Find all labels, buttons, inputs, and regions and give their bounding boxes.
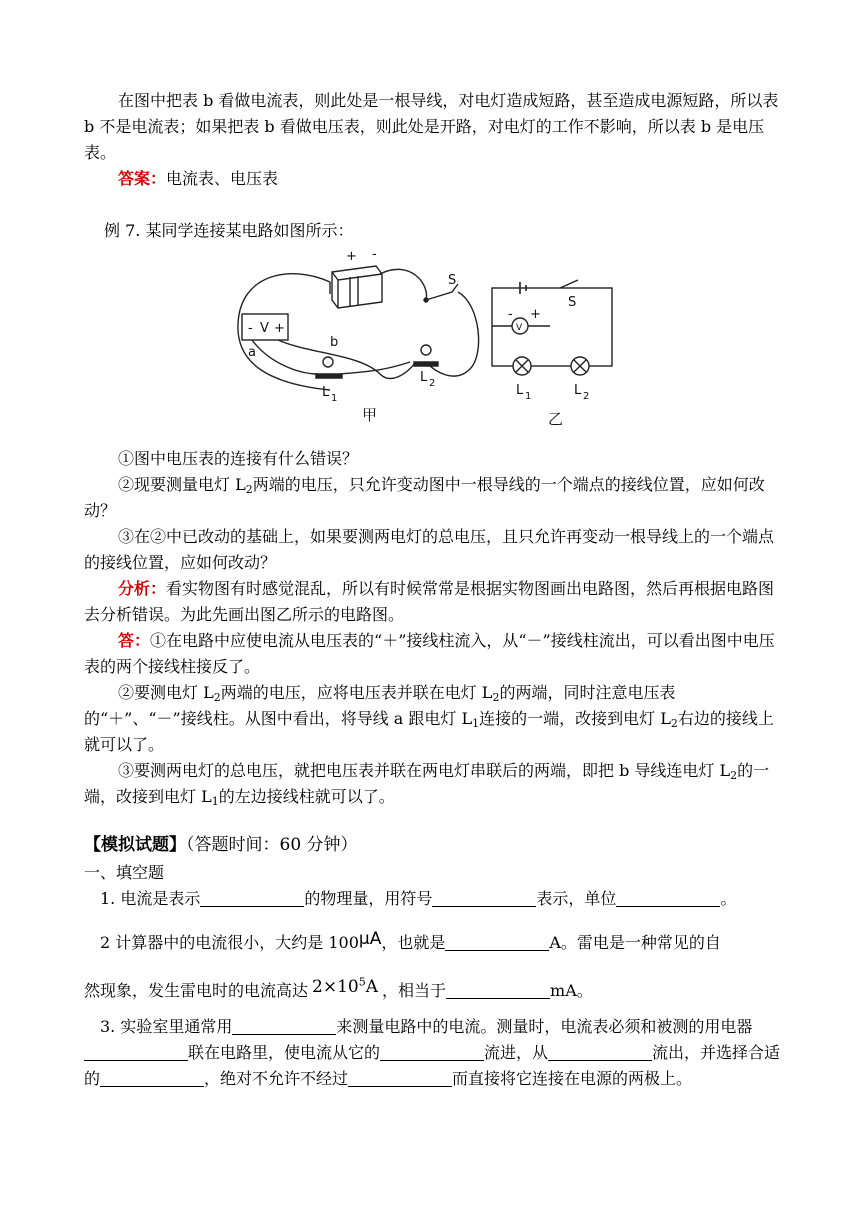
mq3-blank-6[interactable] bbox=[348, 1068, 452, 1087]
mq2-value bbox=[312, 977, 378, 997]
mock-question-2 bbox=[100, 926, 782, 956]
mq3-e: 流出，并选择合适的 bbox=[84, 1043, 781, 1088]
schematic-loop bbox=[492, 288, 612, 366]
mq2-a: 2 计算器中的电流很小，大约是 100 bbox=[100, 933, 359, 952]
answer-text: 电流表、电压表 bbox=[166, 169, 279, 188]
mq1-blank-2[interactable] bbox=[432, 888, 536, 907]
q2-part-b: 两端的电压，只允许变动图中一根导线的一个端点的接线位置，应如何改动？ bbox=[84, 475, 765, 520]
label-b: b bbox=[330, 335, 339, 350]
q2-part-a: ②现要测量电灯 L bbox=[118, 475, 246, 494]
a3-sub-1: 2 bbox=[730, 769, 738, 782]
a2-sub-2: 2 bbox=[492, 691, 500, 704]
label-minus: - bbox=[372, 247, 377, 262]
mock-heading bbox=[84, 832, 782, 858]
label-vm-plus: + bbox=[274, 321, 285, 336]
label-yi: 乙 bbox=[548, 410, 564, 428]
label-s-l2-sub: 2 bbox=[583, 391, 590, 402]
mq2-unit: μA bbox=[358, 929, 382, 949]
question-1 bbox=[84, 446, 782, 472]
mq3-blank-4[interactable] bbox=[548, 1042, 652, 1061]
a2-e: 右边的接线上就可以了。 bbox=[84, 709, 774, 754]
example-title-text: 例 7. 某同学连接某电路如图所示： bbox=[104, 221, 354, 240]
answer-1-paragraph bbox=[84, 628, 782, 680]
question-1-text: ①图中电压表的连接有什么错误？ bbox=[118, 449, 359, 468]
mock-question-3 bbox=[84, 1014, 782, 1092]
answer-2-paragraph bbox=[84, 680, 782, 758]
analysis-label: 分析： bbox=[118, 579, 167, 598]
label-plus: + bbox=[346, 249, 357, 264]
answer-label: 答案： bbox=[118, 169, 167, 188]
mq1-b: 的物理量，用符号 bbox=[304, 889, 433, 908]
label-jia: 甲 bbox=[362, 406, 378, 424]
section-1-text: 一、填空题 bbox=[84, 863, 165, 882]
section-1-heading bbox=[84, 860, 782, 886]
label-l2: L bbox=[420, 370, 428, 385]
analysis-paragraph bbox=[84, 576, 782, 628]
mq3-blank-5[interactable] bbox=[100, 1068, 204, 1087]
mq1-c: 表示，单位 bbox=[536, 889, 617, 908]
mq3-blank-1[interactable] bbox=[232, 1016, 336, 1035]
mq2-d: 然现象，发生雷电时的电流高达 bbox=[84, 981, 309, 1000]
a3-c: 的左边接线柱就可以了。 bbox=[218, 787, 395, 806]
answer-line bbox=[84, 166, 782, 192]
mq2-exp: 5 bbox=[358, 975, 366, 989]
answer-3-paragraph bbox=[84, 758, 782, 810]
mq1-d: 。 bbox=[720, 889, 737, 908]
explanation-text: 在图中把表 b 看做电流表，则此处是一根导线，对电灯造成短路，甚至造成电源短路，所以表 b 不是电流表；如果把表 b 看做电压表，则此处是开路，对电灯的工作不影响，所以表 b 是电压表。 bbox=[84, 91, 779, 162]
mq1-blank-3[interactable] bbox=[616, 888, 720, 907]
mq2-c: A。雷电是一种常见的自 bbox=[549, 933, 721, 952]
bulb-l2 bbox=[421, 345, 431, 355]
label-s2: S bbox=[568, 295, 577, 310]
explanation-paragraph bbox=[84, 88, 782, 166]
a2-sub-4: 2 bbox=[670, 717, 678, 730]
mq3-d: 流进，从 bbox=[484, 1043, 549, 1062]
mq3-blank-3[interactable] bbox=[380, 1042, 484, 1061]
a2-d: 连接的一端，改接到电灯 L bbox=[479, 709, 671, 728]
bulb-l1 bbox=[323, 357, 333, 367]
mq2-blank-1[interactable] bbox=[445, 932, 549, 951]
a2-b: 两端的电压，应将电压表并联在电灯 L bbox=[220, 683, 493, 702]
mq2-blank-2[interactable] bbox=[446, 980, 550, 999]
mock-question-1 bbox=[100, 886, 782, 912]
mq3-a: 3. 实验室里通常用 bbox=[100, 1017, 233, 1036]
mq1-a: 1. 电流是表示 bbox=[100, 889, 201, 908]
a2-sub-1: 2 bbox=[213, 691, 221, 704]
a3-b: 的一端，改接到电灯 L bbox=[84, 761, 770, 806]
mq2-f: mA。 bbox=[550, 981, 593, 1000]
figure-yi-drawing bbox=[492, 280, 612, 375]
label-vm-v: V bbox=[260, 321, 269, 336]
mq3-blank-2[interactable] bbox=[84, 1042, 188, 1061]
question-3 bbox=[84, 524, 782, 576]
mock-heading-time: （答题时间：60 分钟） bbox=[186, 835, 358, 855]
a3-sub-2: 1 bbox=[211, 795, 219, 808]
label-s-l2: L bbox=[574, 383, 582, 398]
label-s-plus: + bbox=[530, 307, 541, 322]
wire-a bbox=[252, 340, 318, 374]
question-2 bbox=[84, 472, 782, 524]
circuit-figure bbox=[230, 244, 630, 434]
label-s-l1-sub: 1 bbox=[525, 391, 532, 402]
mock-heading-title: 【模拟试题】 bbox=[84, 835, 186, 855]
label-vm-minus: - bbox=[248, 321, 253, 336]
mq2-val: 2×10 bbox=[312, 977, 359, 997]
schematic-switch bbox=[560, 280, 578, 288]
mq3-f: ，绝对不允许不经过 bbox=[204, 1069, 349, 1088]
wire-battery-switch bbox=[380, 269, 427, 300]
label-a: a bbox=[248, 345, 256, 360]
a2-a: ②要测电灯 L bbox=[118, 683, 214, 702]
a2-c: 的两端，同时注意电压表的“＋”、“－”接线柱。从图中看出，将导线 a 跟电灯 L bbox=[84, 683, 676, 728]
answer-1-text: ①在电路中应使电流从电压表的“＋”接线柱流入，从“－”接线柱流出，可以看出图中电压表的两个接线柱接反了。 bbox=[84, 631, 775, 676]
mq2-e: ，相当于 bbox=[382, 981, 447, 1000]
label-l1: L bbox=[322, 385, 330, 400]
a3-a: ③要测两电灯的总电压，就把电压表并联在两电灯串联后的两端，即把 b 导线连电灯 L bbox=[118, 761, 731, 780]
mq3-b: 来测量电路中的电流。测量时，电流表必须和被测的用电器 bbox=[336, 1017, 753, 1036]
label-s-l1: L bbox=[516, 383, 524, 398]
mq2-b: ，也就是 bbox=[381, 933, 446, 952]
battery-box bbox=[332, 266, 382, 308]
mq3-c: 联在电路里，使电流从它的 bbox=[188, 1043, 381, 1062]
label-s-minus: - bbox=[508, 307, 513, 322]
a2-sub-3: 1 bbox=[472, 717, 480, 730]
label-switch: S bbox=[448, 273, 457, 288]
label-l1-sub: 1 bbox=[331, 393, 338, 404]
mock-question-2-cont bbox=[84, 974, 782, 1004]
analysis-text: 看实物图有时感觉混乱，所以有时候常常是根据实物图画出电路图，然后再根据电路图去分析错误。为此先画出图乙所示的电路图。 bbox=[84, 579, 775, 624]
answer-label-2: 答： bbox=[118, 631, 151, 650]
label-s-v: V bbox=[516, 323, 523, 333]
mq2-valunit: A bbox=[365, 977, 378, 997]
label-l2-sub: 2 bbox=[429, 378, 436, 389]
mq1-blank-1[interactable] bbox=[200, 888, 304, 907]
example-title bbox=[104, 218, 802, 244]
question-3-text: ③在②中已改动的基础上，如果要测两电灯的总电压，且只允许再变动一根导线上的一个端点的接线位置，应如何改动？ bbox=[84, 527, 775, 572]
q2-sub: 2 bbox=[245, 483, 253, 496]
mq3-g: 而直接将它连接在电源的两极上。 bbox=[452, 1069, 693, 1088]
